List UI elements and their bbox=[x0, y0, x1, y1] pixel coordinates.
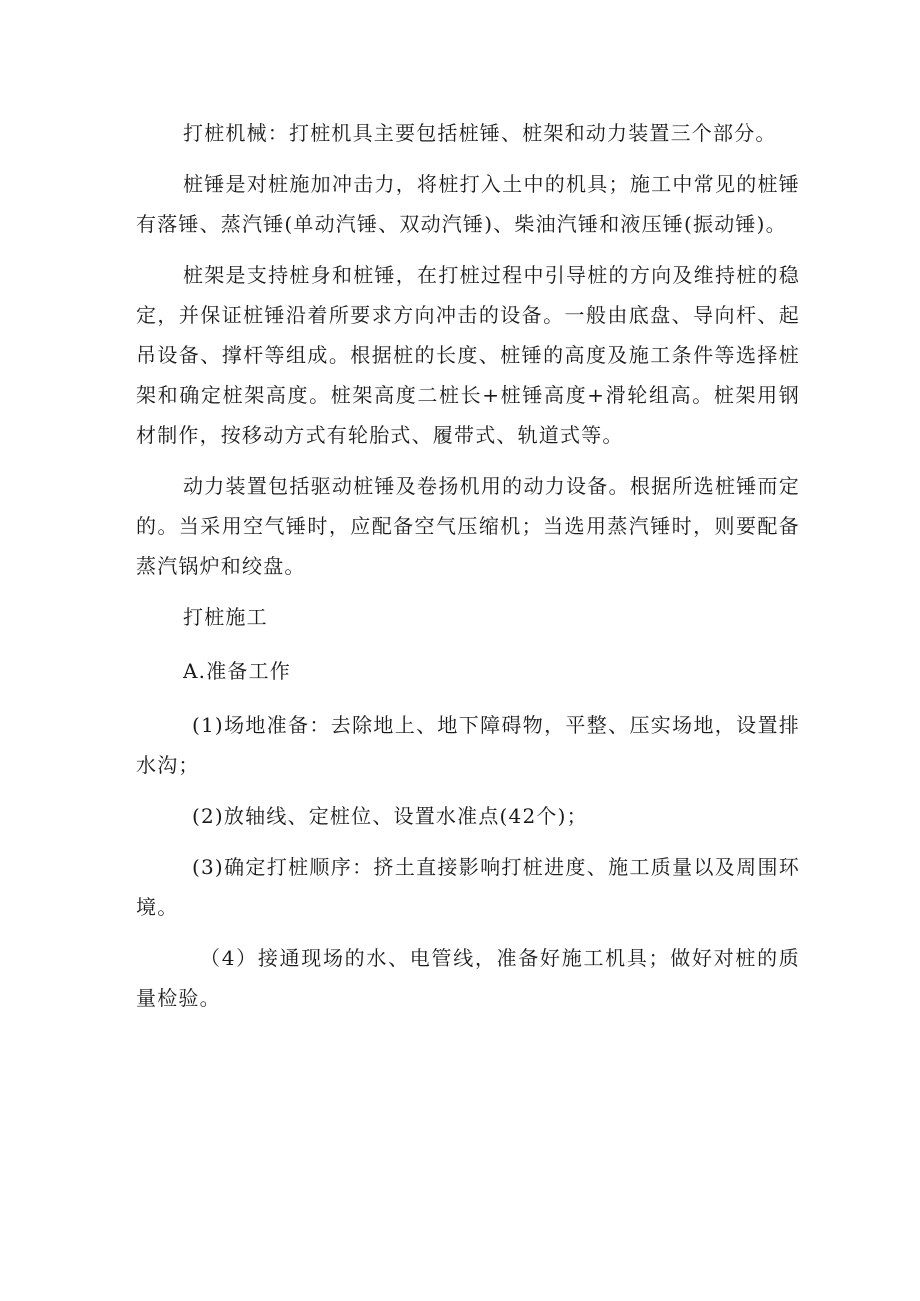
subsection-title: A.准备工作 bbox=[183, 659, 292, 683]
list-item-site-preparation: (1)场地准备：去除地上、地下障碍物，平整、压实场地，设置排水沟； bbox=[136, 713, 800, 777]
paragraph-pile-hammer: 桩锤是对桩施加冲击力，将桩打入土中的机具；施工中常见的桩锤有落锤、蒸汽锤(单动汽锤、双动汽锤)、柴油汽锤和液压锤(振动锤)。 bbox=[136, 172, 800, 236]
section-title: 打桩施工 bbox=[183, 605, 268, 629]
paragraph-pile-machinery: 打桩机械：打桩机具主要包括桩锤、桩架和动力装置三个部分。 bbox=[183, 121, 777, 145]
list-item-axis-layout: (2)放轴线、定桩位、设置水准点(42个)； bbox=[192, 804, 588, 828]
document-body bbox=[136, 113, 800, 1029]
list-item-utilities: （4）接通现场的水、电管线，准备好施工机具；做好对桩的质量检验。 bbox=[136, 946, 800, 1010]
list-item-pile-sequence: (3)确定打桩顺序：挤土直接影响打桩进度、施工质量以及周围环境。 bbox=[136, 855, 800, 919]
paragraph-power-unit: 动力装置包括驱动桩锤及卷扬机用的动力设备。根据所选桩锤而定的。当采用空气锤时，应配备空气压缩机；当选用蒸汽锤时，则要配备蒸汽锅炉和绞盘。 bbox=[136, 474, 800, 578]
paragraph-pile-frame: 桩架是支持桩身和桩锤，在打桩过程中引导桩的方向及维持桩的稳定，并保证桩锤沿着所要求方向冲击的设备。一般由底盘、导向杆、起吊设备、撑杆等组成。根据桩的长度、桩锤的高度及施工条件等选择桩架和确定桩架高度。桩架高度二桩长+桩锤高度+滑轮组高。桩架用钢材制作，按移动方式有轮胎式、履带式、轨道式等。 bbox=[136, 263, 800, 447]
